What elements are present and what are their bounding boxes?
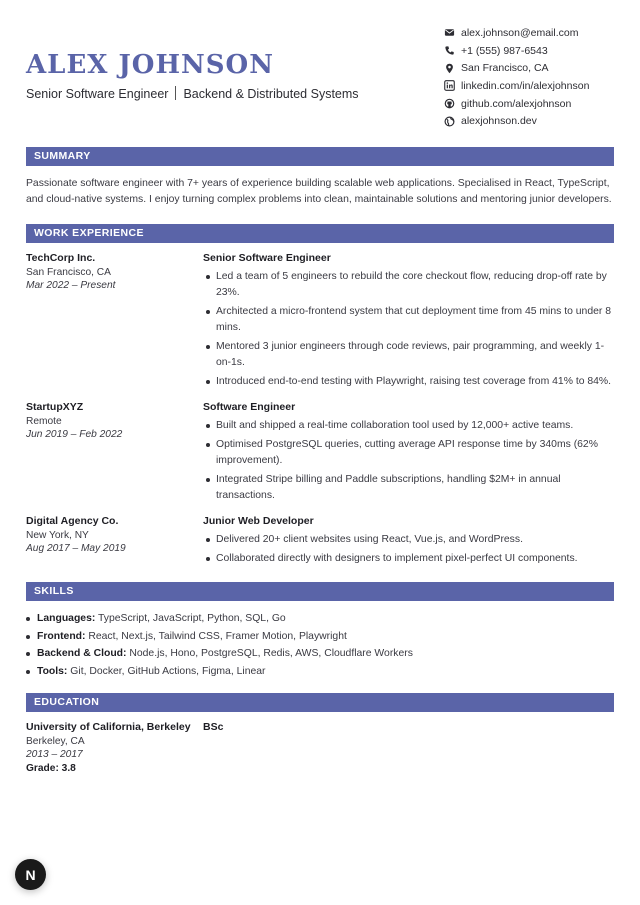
job-details [203,401,615,507]
job-bullets [203,269,615,390]
job-meta [26,401,196,442]
skill-item [26,610,614,628]
skill-label: Backend & Cloud: [37,648,127,660]
section-header-education: EDUCATION [26,693,614,712]
phone-icon [444,45,455,56]
contact-location-text: San Francisco, CA [461,62,549,75]
job-role: Senior Software Engineer [203,252,331,264]
company-name: TechCorp Inc. [26,252,96,264]
skill-value: Git, Docker, GitHub Actions, Figma, Linear [70,666,266,678]
skill-item [26,663,614,681]
job-dates: Mar 2022 – Present [26,280,116,291]
skills-list [26,610,614,681]
job-location: San Francisco, CA [26,266,111,278]
candidate-name: ALEX JOHNSON [26,50,274,80]
contact-linkedin[interactable] [444,77,614,95]
skill-item [26,628,614,646]
contact-github-text: github.com/alexjohnson [461,97,572,110]
job-bullet: Built and shipped a real-time collaboration tool used by 12,000+ active teams. [203,418,615,434]
contact-email[interactable] [444,24,614,42]
skill-value: Node.js, Hono, PostgreSQL, Redis, AWS, Cloudflare Workers [129,648,413,660]
job-details [203,515,615,570]
contact-email-text: alex.johnson@email.com [461,26,579,39]
linkedin-icon [444,80,455,91]
job-bullet: Mentored 3 junior engineers through code reviews, pair programming, and weekly 1-on-1s. [203,339,615,371]
section-header-summary: SUMMARY [26,147,614,166]
school-location: Berkeley, CA [26,735,85,747]
contact-location [444,59,614,77]
job-bullet: Introduced end-to-end testing with Playwright, raising test coverage from 41% to 84%. [203,374,615,390]
job-bullet: Integrated Stripe billing and Paddle subscriptions, handling $2M+ in annual transactions. [203,472,615,504]
job-bullet: Architected a micro-frontend system that cut deployment time from 45 mins to under 8 mins. [203,304,615,336]
contact-website[interactable] [444,112,614,130]
job-title: Senior Software Engineer [26,87,169,101]
github-icon [444,98,455,109]
skill-item [26,645,614,663]
education-grade: Grade: 3.8 [26,762,76,774]
globe-icon [444,116,455,127]
skill-label: Languages: [37,613,96,624]
job-meta [26,252,196,293]
skill-label: Tools: [37,666,68,678]
badge-letter: N [25,866,36,883]
headline [26,86,359,101]
job-role: Junior Web Developer [203,515,314,527]
education-dates: 2013 – 2017 [26,749,83,760]
education-meta [26,721,201,776]
section-header-experience: WORK EXPERIENCE [26,224,614,243]
job-role: Software Engineer [203,401,296,413]
job-bullets [203,418,615,504]
location-pin-icon [444,63,455,74]
contact-website-text: alexjohnson.dev [461,115,537,128]
degree: BSc [203,721,224,733]
job-dates: Aug 2017 – May 2019 [26,543,126,554]
contact-phone[interactable] [444,42,614,60]
summary-text: Passionate software engineer with 7+ years of experience building scalable web applications. Specialised in React, TypeScript, and cloud-native systems. I enjoy turning complex problems into clean, maintainable solutions and mentoring junior developers. [26,178,612,205]
contact-list [444,24,614,130]
company-name: StartupXYZ [26,401,84,413]
job-location: New York, NY [26,529,89,541]
nextjs-dev-badge[interactable] [15,859,46,890]
job-bullets [203,532,615,567]
job-location: Remote [26,415,62,427]
specialty: Backend & Distributed Systems [183,87,359,101]
job-bullet: Led a team of 5 engineers to rebuild the core checkout flow, reducing drop-off rate by 23%. [203,269,615,301]
skill-value: TypeScript, JavaScript, Python, SQL, Go [98,613,286,624]
section-header-skills: SKILLS [26,582,614,601]
job-meta [26,515,196,556]
job-details [203,252,615,393]
contact-github[interactable] [444,95,614,113]
school-name: University of California, Berkeley [26,721,191,733]
job-bullet: Delivered 20+ client websites using React, Vue.js, and WordPress. [203,532,615,548]
contact-linkedin-text: linkedin.com/in/alexjohnson [461,79,590,92]
job-bullet: Collaborated directly with designers to implement pixel-perfect UI components. [203,551,615,567]
company-name: Digital Agency Co. [26,515,119,527]
skill-value: React, Next.js, Tailwind CSS, Framer Motion, Playwright [88,630,347,642]
mail-icon [444,27,455,38]
headline-divider [175,86,176,100]
skill-label: Frontend: [37,630,86,642]
job-bullet: Optimised PostgreSQL queries, cutting average API response time by 340ms (62% improvement). [203,437,615,469]
job-dates: Jun 2019 – Feb 2022 [26,429,123,440]
contact-phone-text: +1 (555) 987-6543 [461,44,548,57]
